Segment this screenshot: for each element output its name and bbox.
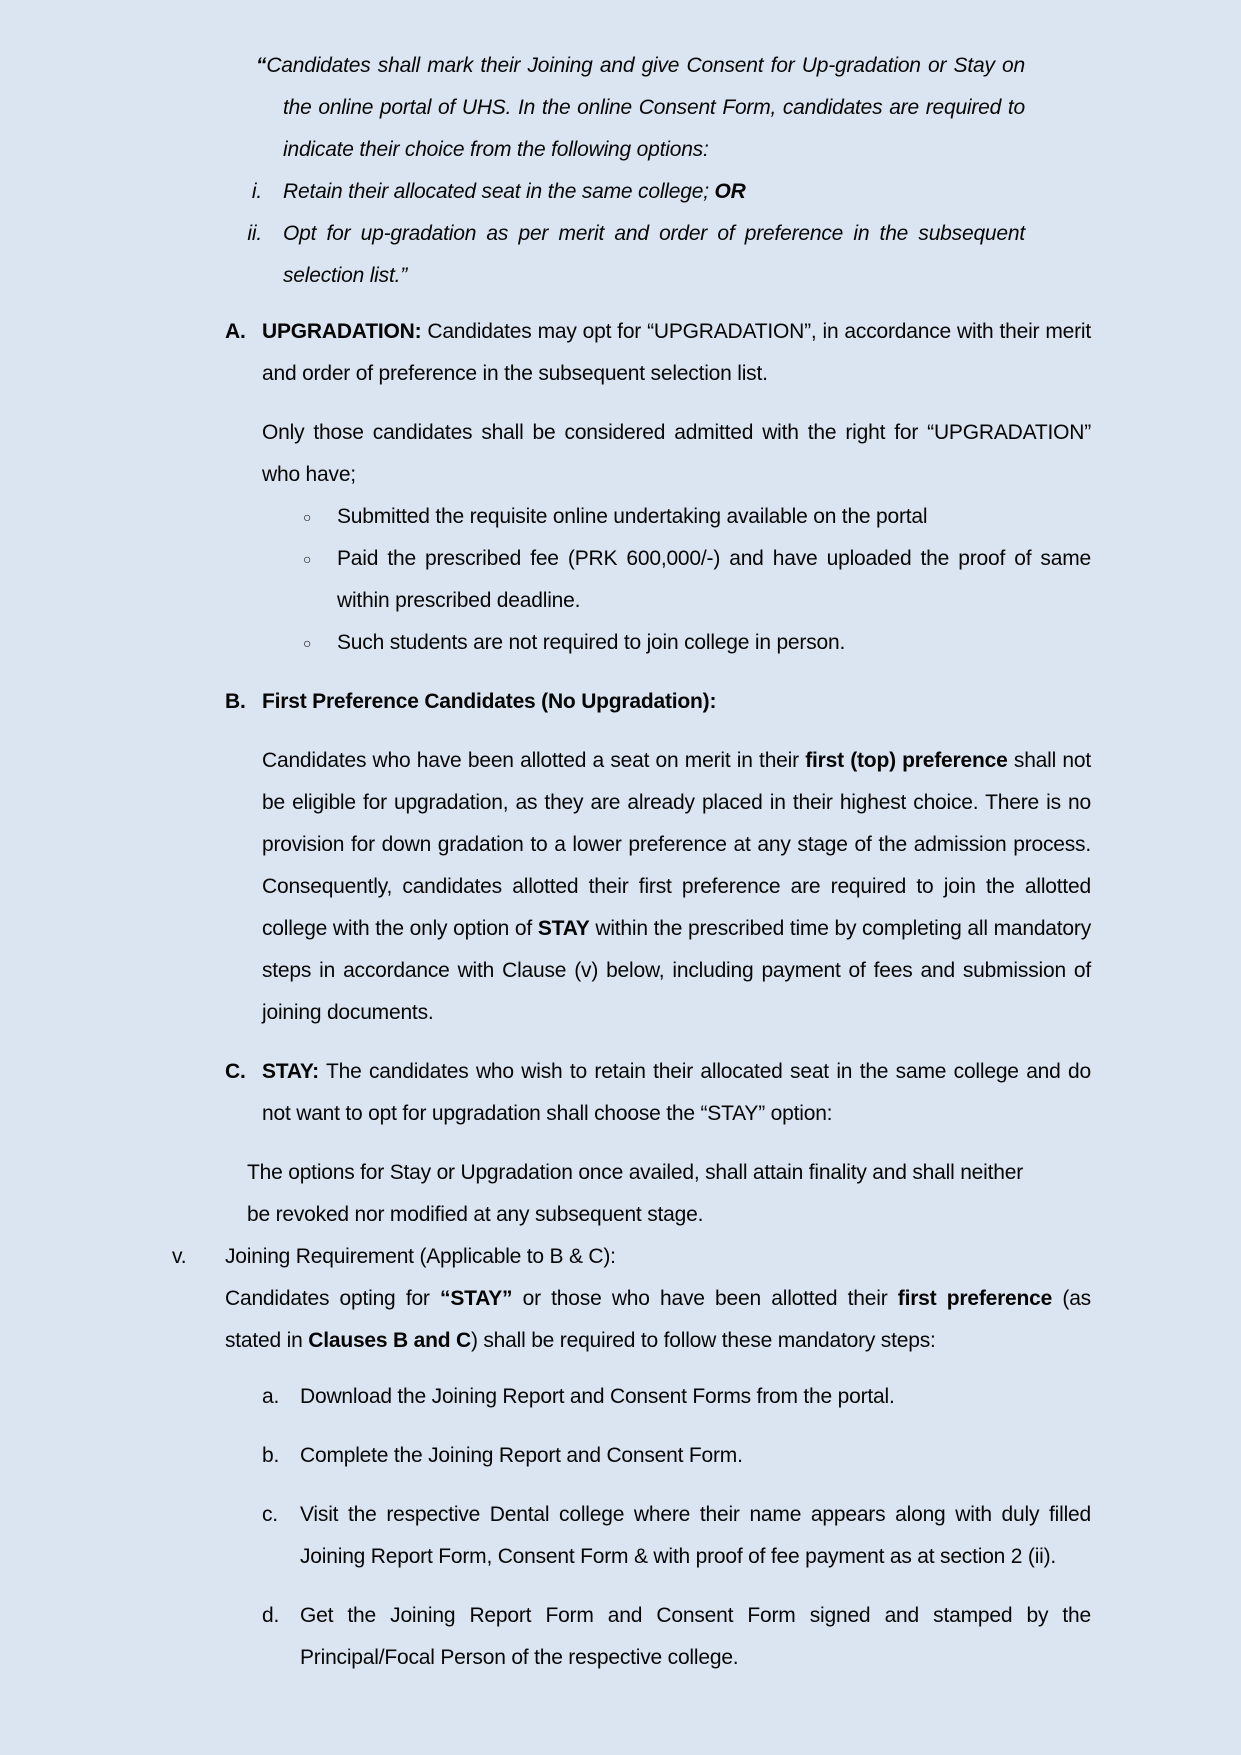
roman-list-item-ii: [225, 213, 1025, 297]
text-run: first (top) preference: [805, 749, 1008, 772]
section-b-heading: [225, 681, 1091, 723]
roman-list-item-i: [225, 171, 1025, 213]
text-run: Opt for up-gradation as per merit and order of preference in the subsequent selection list.”: [283, 222, 1025, 287]
text-run: STAY: [537, 917, 590, 940]
step-item-a: [262, 1376, 1091, 1418]
section-c-heading: [225, 1051, 1091, 1135]
section-b-paragraph: [262, 740, 1091, 1034]
text-run: within the prescribed time by completing all mandatory steps in accordance with Clause (v) below, including payment of fees and submission of joining documents.: [262, 917, 1091, 1024]
circle-bullet: ○: [303, 635, 312, 651]
text-run: first preference: [897, 1287, 1053, 1310]
text-run: “STAY”: [440, 1287, 513, 1310]
text-run: or those who have been allotted their: [512, 1287, 898, 1310]
text-run: Candidates who have been allotted a seat on merit in their: [262, 749, 806, 772]
text-run: First Preference Candidates (No Upgradation):: [262, 690, 717, 713]
section-c-text: [262, 1051, 1091, 1135]
text-run: Candidates opting for: [225, 1287, 441, 1310]
section-a-text: [262, 311, 1091, 395]
section-a-paragraph: Only those candidates shall be considered admitted with the right for “UPGRADATION” who have;: [262, 421, 1091, 486]
section-b-title: [262, 681, 1091, 723]
bullet-text: Paid the prescribed fee (PRK 600,000/-) and have uploaded the proof of same within prescribed deadline.: [337, 547, 1091, 612]
step-item-c: [262, 1494, 1091, 1578]
step-text: Complete the Joining Report and Consent Form.: [300, 1444, 743, 1467]
step-marker: b.: [262, 1444, 280, 1467]
step-text: Get the Joining Report Form and Consent Form signed and stamped by the Principal/Focal Person of the respective college.: [300, 1604, 1091, 1669]
text-run: ) shall be required to follow these mandatory steps:: [470, 1329, 936, 1352]
text-run: Clauses B and C: [308, 1329, 471, 1352]
clause-v-heading: [172, 1236, 1091, 1278]
roman-item-text: [283, 171, 1025, 213]
step-item-d: [262, 1595, 1091, 1679]
clause-v-paragraph: [225, 1278, 1091, 1362]
text-run: The candidates who wish to retain their allocated seat in the same college and do not want to opt for upgradation shall choose the “STAY” option:: [262, 1060, 1091, 1125]
text-run: shall not be eligible for upgradation, as they are already placed in their highest choice. There is no provision for down gradation to a lower preference at any stage of the admission process. Consequently, candidates allotted their first preference are required to join the allotted college with the only option of: [262, 749, 1091, 940]
circle-bullet: ○: [303, 551, 312, 567]
circle-bullet: ○: [303, 509, 312, 525]
section-a-heading: [225, 311, 1091, 395]
clause-v-title: Joining Requirement (Applicable to B & C):: [225, 1245, 616, 1268]
step-item-b: [262, 1435, 1091, 1477]
text-run: Retain their allocated seat in the same college;: [283, 180, 715, 203]
step-marker: c.: [262, 1503, 278, 1526]
step-marker: d.: [262, 1604, 280, 1627]
step-text: Download the Joining Report and Consent Forms from the portal.: [300, 1385, 895, 1408]
bullet-text: Submitted the requisite online undertaking available on the portal: [337, 505, 928, 528]
bullet-item: [303, 622, 1091, 664]
text-run: STAY:: [262, 1060, 319, 1083]
section-marker: B.: [225, 690, 246, 713]
bullet-item: [303, 538, 1091, 622]
bullet-text: Such students are not required to join college in person.: [337, 631, 846, 654]
section-marker: C.: [225, 1060, 246, 1083]
roman-marker: ii.: [247, 222, 262, 245]
text-run: UPGRADATION:: [262, 320, 422, 343]
clause-v-marker: v.: [172, 1245, 187, 1268]
roman-item-text: [283, 213, 1025, 297]
roman-marker: i.: [251, 180, 262, 203]
text-run: Candidates may opt for “UPGRADATION”, in accordance with their merit and order of preference in the subsequent selection list.: [262, 320, 1091, 385]
text-run: Candidates shall mark their Joining and give Consent for Up-gradation or Stay on the online portal of UHS. In the online Consent Form, candidates are required to indicate their choice from the following options:: [266, 54, 1025, 161]
step-marker: a.: [262, 1385, 280, 1408]
quote-paragraph: [256, 45, 1025, 171]
text-run: OR: [714, 180, 746, 203]
finality-paragraph: The options for Stay or Upgradation once availed, shall attain finality and shall neither be revoked nor modified at any subsequent stage.: [247, 1161, 1024, 1226]
text-run: “: [256, 54, 267, 77]
text-run: (as stated in: [225, 1287, 1091, 1352]
section-marker: A.: [225, 320, 246, 343]
bullet-item: [303, 496, 1091, 538]
step-text: Visit the respective Dental college where their name appears along with duly filled Joining Report Form, Consent Form & with proof of fee payment as at section 2 (ii).: [300, 1503, 1091, 1568]
